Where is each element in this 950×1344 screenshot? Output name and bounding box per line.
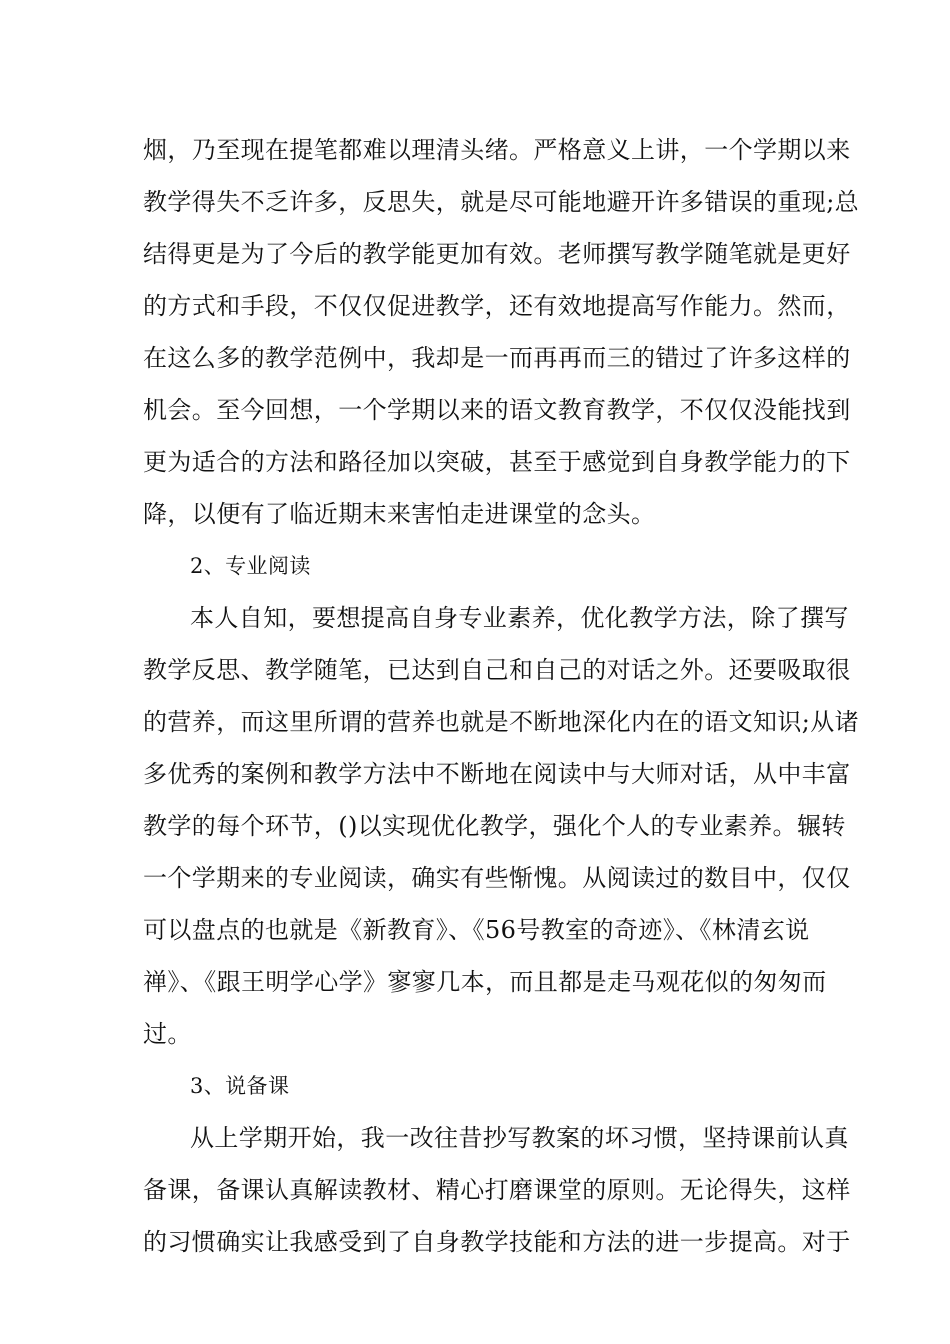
paragraph-line: 结得更是为了今后的教学能更加有效。老师撰写教学随笔就是更好: [143, 240, 851, 268]
paragraph-line: 更为适合的方法和路径加以突破，甚至于感觉到自身教学能力的下: [143, 448, 851, 476]
paragraph-line: 从上学期开始，我一改往昔抄写教案的坏习惯，坚持课前认真: [190, 1124, 849, 1152]
paragraph-line: 教学的每个环节，()以实现优化教学，强化个人的专业素养。辗转: [143, 812, 846, 840]
paragraph-line: 降，以便有了临近期末来害怕走进课堂的念头。: [143, 500, 656, 528]
paragraph-line: 的习惯确实让我感受到了自身教学技能和方法的进一步提高。对于: [143, 1228, 851, 1256]
paragraph-line: 禅》、《跟王明学心学》寥寥几本，而且都是走马观花似的匆匆而: [143, 968, 827, 996]
paragraph-line: 可以盘点的也就是《新教育》、《56号教室的奇迹》、《林清玄说: [143, 916, 810, 944]
paragraph-line: 一个学期来的专业阅读，确实有些惭愧。从阅读过的数目中，仅仅: [143, 864, 851, 892]
paragraph-line: 烟，乃至现在提笔都难以理清头绪。严格意义上讲，一个学期以来: [143, 136, 851, 164]
paragraph-line: 的营养，而这里所谓的营养也就是不断地深化内在的语文知识;从诸: [143, 708, 860, 736]
paragraph-line: 机会。至今回想，一个学期以来的语文教育教学，不仅仅没能找到: [143, 396, 851, 424]
paragraph-line: 本人自知，要想提高自身专业素养，优化教学方法，除了撰写: [190, 604, 849, 632]
paragraph-line: 过。: [143, 1020, 192, 1048]
paragraph-line: 教学反思、教学随笔，已达到自己和自己的对话之外。还要吸取很: [143, 656, 851, 684]
paragraph-line: 在这么多的教学范例中，我却是一而再再而三的错过了许多这样的: [143, 344, 851, 372]
paragraph-line: 多优秀的案例和教学方法中不断地在阅读中与大师对话，从中丰富: [143, 760, 851, 788]
paragraph-line: 的方式和手段，不仅仅促进教学，还有效地提高写作能力。然而，: [143, 292, 851, 320]
section-heading-lesson-preparation: 3、说备课: [190, 1074, 290, 1098]
paragraph-line: 教学得失不乏许多，反思失，就是尽可能地避开许多错误的重现;总: [143, 188, 860, 216]
paragraph-line: 备课，备课认真解读教材、精心打磨课堂的原则。无论得失，这样: [143, 1176, 851, 1204]
section-heading-professional-reading: 2、专业阅读: [190, 554, 311, 578]
